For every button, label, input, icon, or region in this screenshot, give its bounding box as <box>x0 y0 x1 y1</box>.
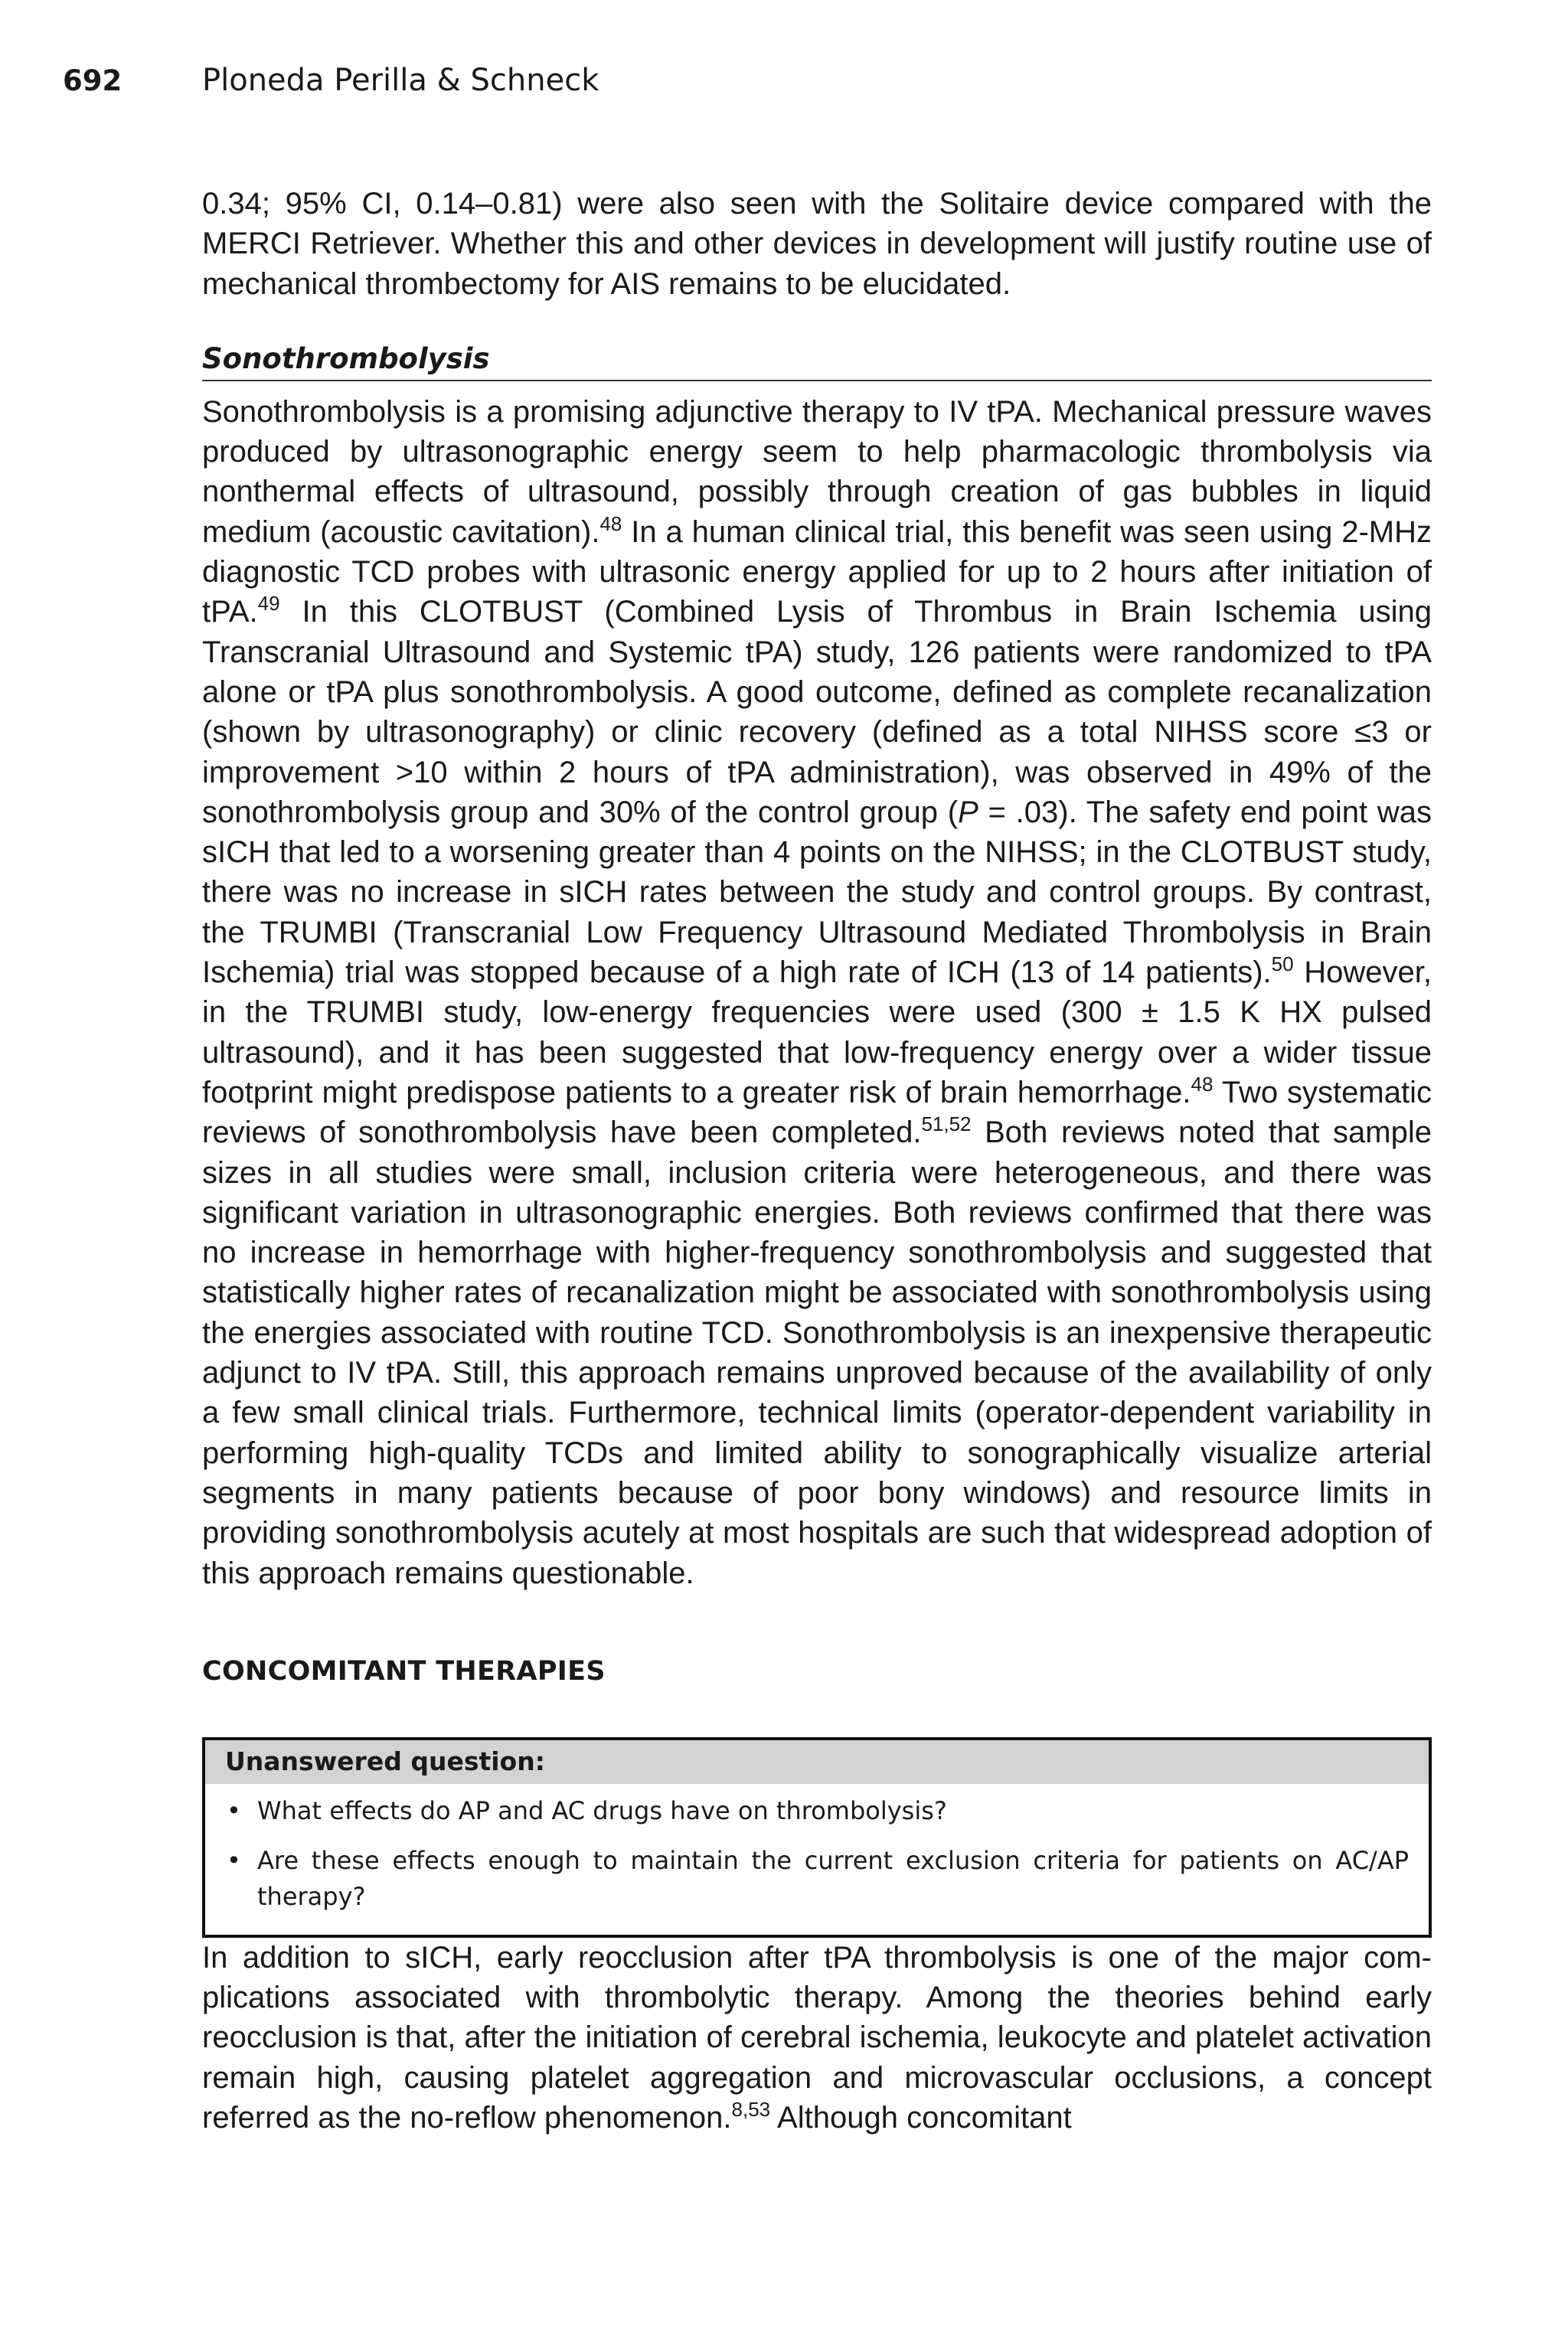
running-header <box>63 63 599 109</box>
reference-link[interactable]: 48 <box>599 511 622 535</box>
p-value-symbol: P <box>958 795 978 829</box>
text-run: However, in the TRUMBI study, low-energy frequencies were used (300 ± 1.5 K HX pulsed ultrasound), and it has been suggested that low-frequency energy over a wider tissue footprint might predispose patients to a greater risk of brain hemorrhage. <box>202 956 1432 1109</box>
page-number: 692 <box>63 64 122 97</box>
text-run: In this CLOTBUST (Combined Lysis of Thrombus in Brain Ischemia using Transcranial Ultrasound and Systemic tPA) study, 126 patients were randomized to tPA alone or tPA plus sonothrombolysis. A good outcome, defined as complete recanalization (shown by ultrasonography) or clinic recovery (defined as a total NIHSS score ≤3 or improvement >10 within 2 hours of tPA administration), was observed in 49% of the sonothrombolysis group and 30% of the control group ( <box>202 595 1432 829</box>
question-list <box>205 1784 1429 1935</box>
paragraph-reocclusion <box>202 1938 1432 2138</box>
paragraph-sonothrombolysis <box>202 392 1432 1593</box>
text-run: = .03). The safety end point was sICH that led to a worsening greater than 4 points on the NIHSS; in the CLOTBUST study, there was no increase in sICH rates between the study and control groups. By contrast, the TRUMBI (Transcranial Low Frequency Ultrasound Mediated Thrombolysis in Brain Ischemia) trial was stopped because of a high rate of ICH (13 of 14 patients). <box>202 795 1432 990</box>
bullet-icon: • <box>227 1795 241 1825</box>
unanswered-question-box <box>202 1737 1432 1938</box>
reference-link[interactable]: 8,53 <box>731 2097 771 2121</box>
reference-link[interactable]: 49 <box>257 592 280 616</box>
reference-link[interactable]: 48 <box>1191 1072 1214 1096</box>
box-title: Unanswered question: <box>205 1740 1429 1784</box>
paragraph-continued: 0.34; 95% CI, 0.14–0.81) were also seen with the Solitaire device compared with the MERCI Retriever. Whether this and other devices in development will justify routine use of mechanical thrombectomy for AIS remains to be elucidated. <box>202 187 1432 301</box>
text-run: Sonothrombolysis is a promising adjunctive therapy to IV tPA. Mechanical pressure waves produced by ultrasonographic energy seem to help pharmacologic thrombolysis via nonthermal effects of ultrasound, possibly through creation of gas bubbles in liquid medium (acoustic cavitation). <box>202 394 1432 549</box>
text-run: In a human clinical trial, this benefit was seen using 2-MHz diagnostic TCD probes with ultrasonic energy applied for up to 2 hours after initiation of tPA. <box>202 514 1432 629</box>
bullet-icon: • <box>227 1845 241 1875</box>
subheading-sonothrombolysis: Sonothrombolysis <box>202 342 1432 381</box>
question-text: What effects do AP and AC drugs have on thrombolysis? <box>257 1795 947 1825</box>
text-run: Both reviews noted that sample sizes in all studies were small, inclusion criteria were heterogeneous, and there was significant variation in ultrasonographic energies. Both reviews confirmed that there was no increase in hemorrhage with higher-frequency sonothrombolysis and suggested that statistically higher rates of recanalization might be associated with sonothrombolysis using the energies associated with routine TCD. Sonothrombolysis is an inexpensive therapeutic adjunct to IV tPA. Still, this approach remains unproved because of the availability of only a few small clinical trials. Furthermore, technical limits (operator-dependent variability in performing high-quality TCDs and limited ability to sonographically visualize arterial segments in many patients because of poor bony windows) and resource limits in providing sonothrombolysis acutely at most hospitals are such that widespread adoption of this approach remains questionable. <box>202 1116 1432 1590</box>
text-run: Two systematic reviews of sonothrombolysis have been completed. <box>202 1075 1432 1150</box>
reference-link[interactable]: 50 <box>1271 952 1294 976</box>
running-head: Ploneda Perilla & Schneck <box>202 63 599 98</box>
article-body <box>202 184 1432 2138</box>
reference-link[interactable]: 51,52 <box>921 1112 972 1136</box>
list-item <box>225 1793 1409 1829</box>
question-text: Are these effects enough to maintain the current exclusion criteria for patients on AC/AP therapy? <box>257 1845 1409 1911</box>
list-item <box>225 1843 1409 1915</box>
text-run: In addition to sICH, early reocclusion after tPA thrombolysis is one of the major complications associated with thrombolytic therapy. Among the theories behind early reocclusion is that, after the initiation of cerebral ischemia, leukocyte and platelet activation remain high, causing platelet aggregation and microvascular occlusions, a concept referred as the no-reflow phenomenon. <box>202 1940 1432 2135</box>
text-run: Although concomitant <box>770 2100 1072 2135</box>
section-heading-concomitant-therapies: CONCOMITANT THERAPIES <box>202 1655 606 1687</box>
